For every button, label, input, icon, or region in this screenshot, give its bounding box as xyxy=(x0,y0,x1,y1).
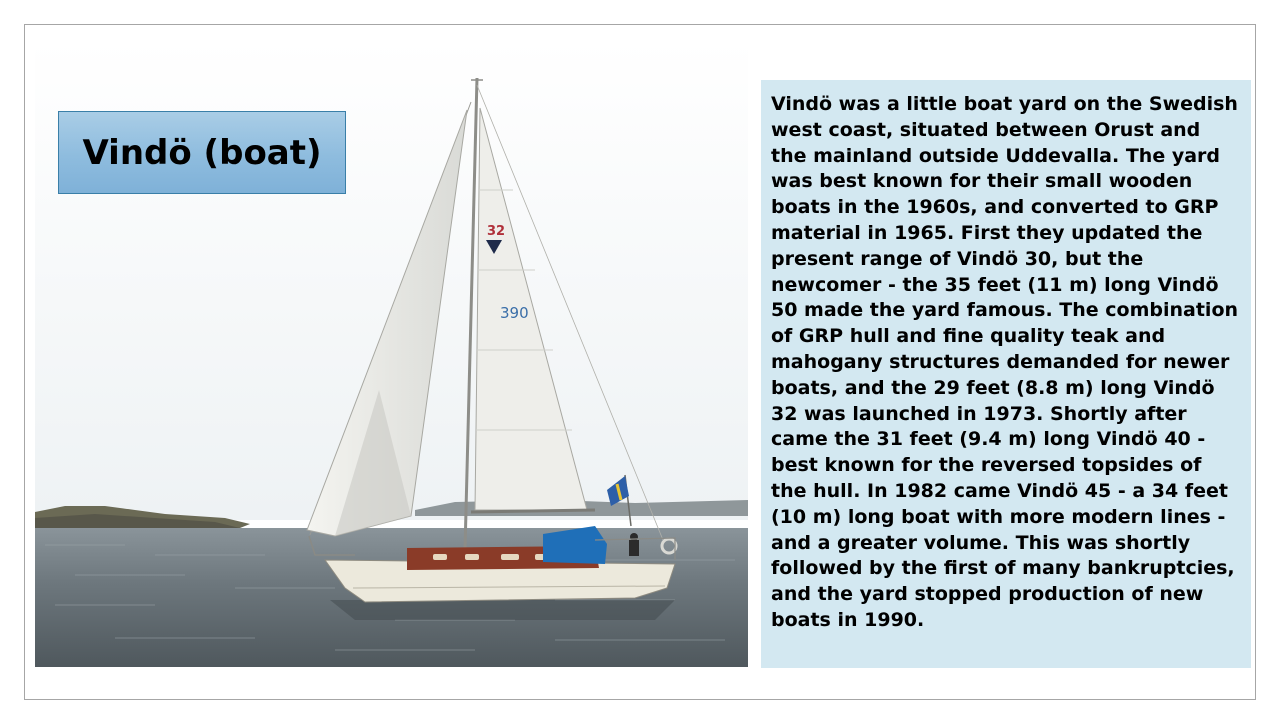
sail-insignia-label: 32 xyxy=(487,224,506,239)
sail-number-label: 390 xyxy=(500,304,529,322)
description-text: Vindö was a little boat yard on the Swedish west coast, situated between Orust and the mainland outside Uddevalla. The yard was best known for their small wooden boats in the 1960s, and converted to GRP material in 1965. First they updated the present range of Vindö 30, but the newcomer - the 35 feet (11 m) long Vindö 50 made the yard famous. The combination of GRP hull and fine quality teak and mahogany structures demanded for newer boats, and the 29 feet (8.8 m) long Vindö 32 was launched in 1973. Shortly after came the 31 feet (9.4 m) long Vindö 40 - best known for the reversed topsides of the hull. In 1982 came Vindö 45 - a 34 feet (10 m) long boat with more modern lines - and a greater volume. This was shortly followed by the first of many bankruptcies, and the yard stopped production of new boats in 1990. xyxy=(771,93,1239,631)
title-box xyxy=(58,111,346,194)
description-box xyxy=(761,80,1251,668)
slide-title: Vindö (boat) xyxy=(82,132,322,173)
